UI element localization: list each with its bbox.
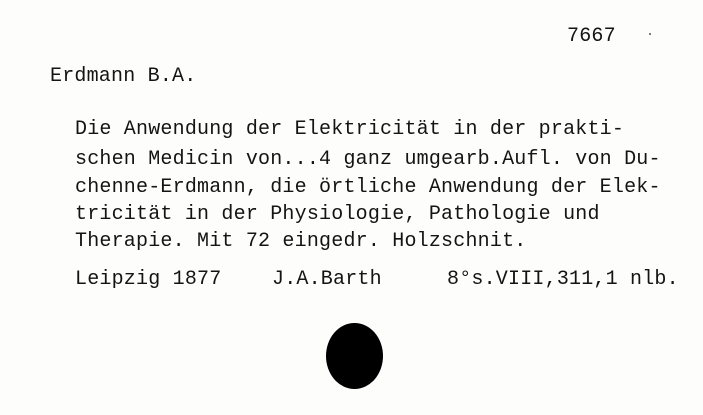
ink-speck xyxy=(649,33,651,35)
title-line: chenne-Erdmann, die örtliche Anwendung der Elek- xyxy=(75,176,661,199)
imprint-place-date: Leipzig 1877 xyxy=(75,268,222,291)
title-line: schen Medicin von...4 ganz umgearb.Aufl. von Du- xyxy=(75,148,661,171)
punch-hole xyxy=(326,323,383,389)
author-heading: Erdmann B.A. xyxy=(50,65,197,88)
catalog-number: 7667 xyxy=(567,25,616,48)
title-line: Therapie. Mit 72 eingedr. Holzschnit. xyxy=(75,230,527,253)
title-line: Die Anwendung der Elektricität in der prakti- xyxy=(75,118,625,141)
title-line: tricität in der Physiologie, Pathologie und xyxy=(75,203,600,226)
imprint-publisher: J.A.Barth xyxy=(272,268,382,291)
imprint-collation: 8°s.VIII,311,1 nlb. xyxy=(447,268,679,291)
